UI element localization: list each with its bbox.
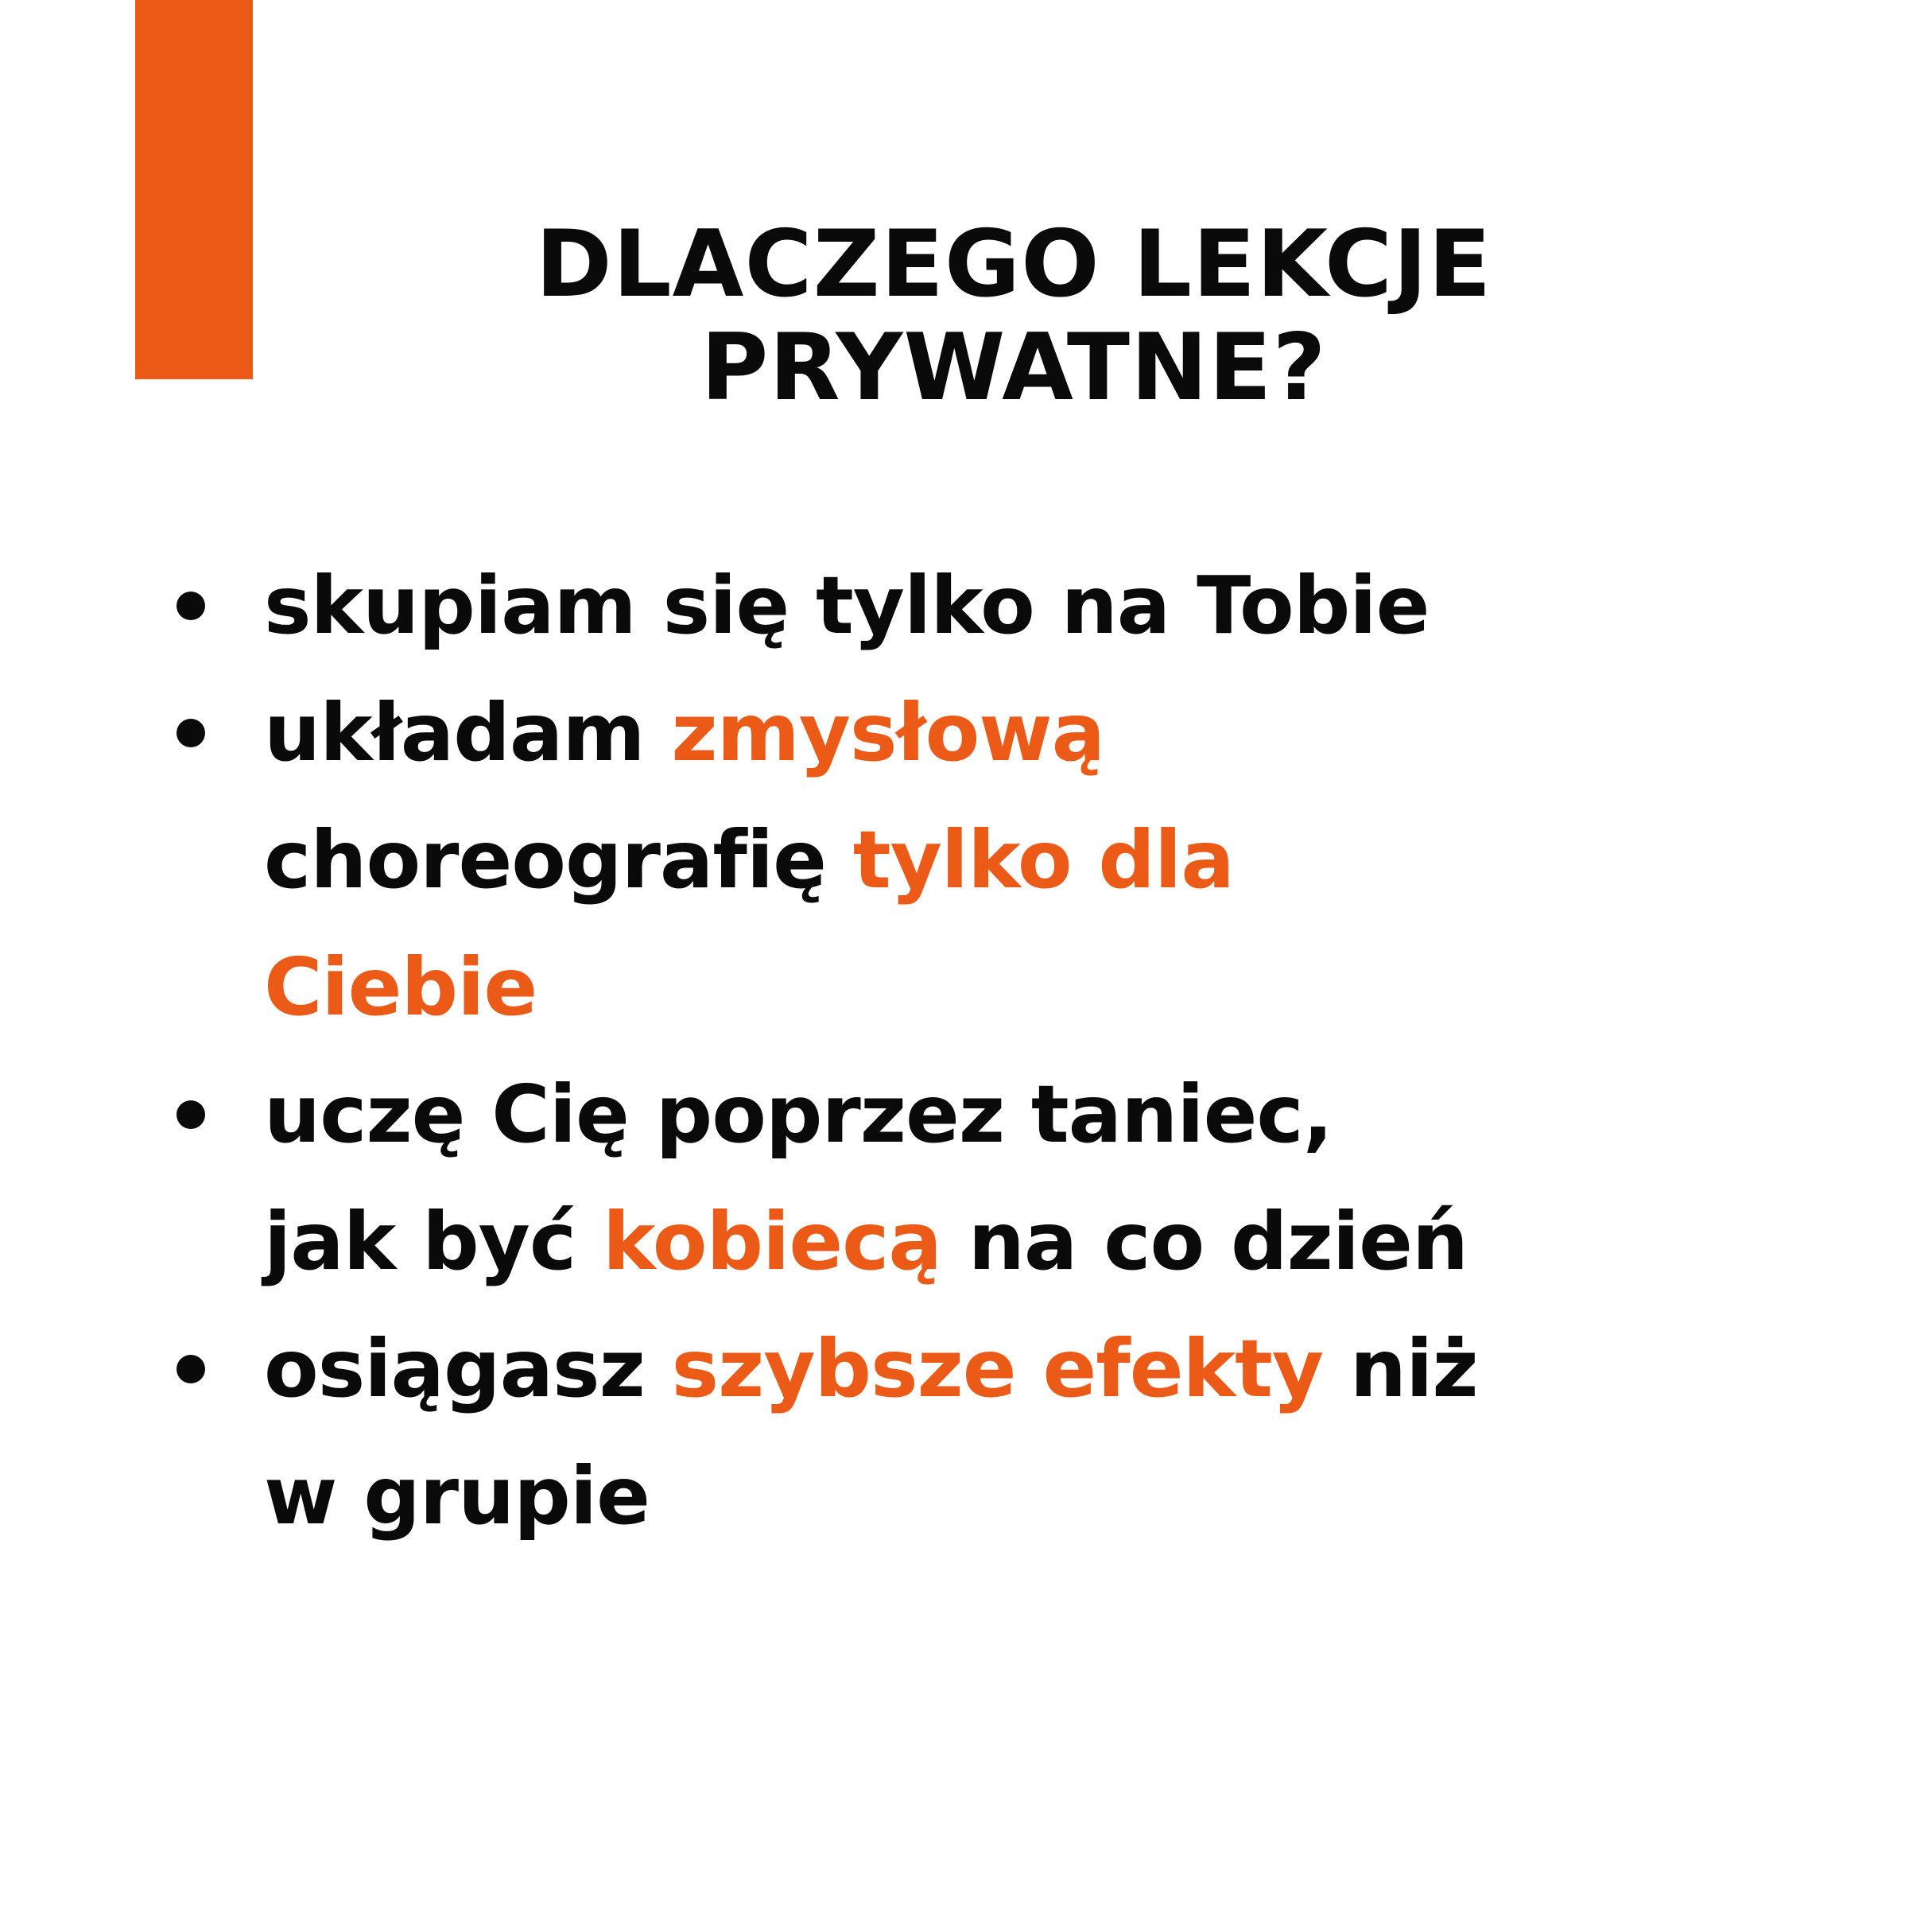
- bullet-line: [264, 542, 1814, 669]
- title-line-1: DLACZEGO LEKCJE: [535, 211, 1492, 318]
- highlighted-text: kobiecą: [602, 1195, 941, 1288]
- bullet-line: [264, 1305, 1814, 1433]
- bullet-text: na co dzień: [941, 1195, 1468, 1288]
- bullet-line: [264, 1051, 1814, 1178]
- bullet-text: jak być: [264, 1195, 603, 1288]
- highlighted-text: tylko dla: [852, 813, 1234, 906]
- bullet-line: [264, 669, 1814, 797]
- bullet-text: skupiam się tylko na Tobie: [264, 559, 1430, 652]
- list-item: [177, 542, 1814, 669]
- bullet-dot-icon: [177, 592, 205, 620]
- title-line-2: PRYWATNE?: [700, 314, 1327, 421]
- bullet-dot-icon: [177, 1355, 205, 1383]
- bullet-text: uczę Cię poprzez taniec,: [264, 1068, 1333, 1161]
- bullet-text: układam: [264, 686, 672, 779]
- list-item: [177, 1305, 1814, 1560]
- bullet-line: [264, 924, 1814, 1051]
- bullet-line: [264, 797, 1814, 924]
- bullet-text: w grupie: [264, 1449, 650, 1542]
- bullet-line: [264, 1178, 1814, 1305]
- highlighted-text: Ciebie: [264, 941, 537, 1034]
- bullet-dot-icon: [177, 719, 205, 747]
- highlighted-text: szybsze efekty: [671, 1322, 1324, 1415]
- bullet-text: niż: [1323, 1322, 1478, 1415]
- list-item: [177, 669, 1814, 1051]
- bullet-dot-icon: [177, 1100, 205, 1129]
- list-item: [177, 1051, 1814, 1305]
- page-title: [0, 213, 1932, 420]
- bullet-line: [264, 1433, 1814, 1560]
- highlighted-text: zmysłową: [671, 686, 1105, 779]
- bullet-text: osiągasz: [264, 1322, 672, 1415]
- bullet-text: choreografię: [264, 813, 853, 906]
- benefits-list: [177, 542, 1814, 1560]
